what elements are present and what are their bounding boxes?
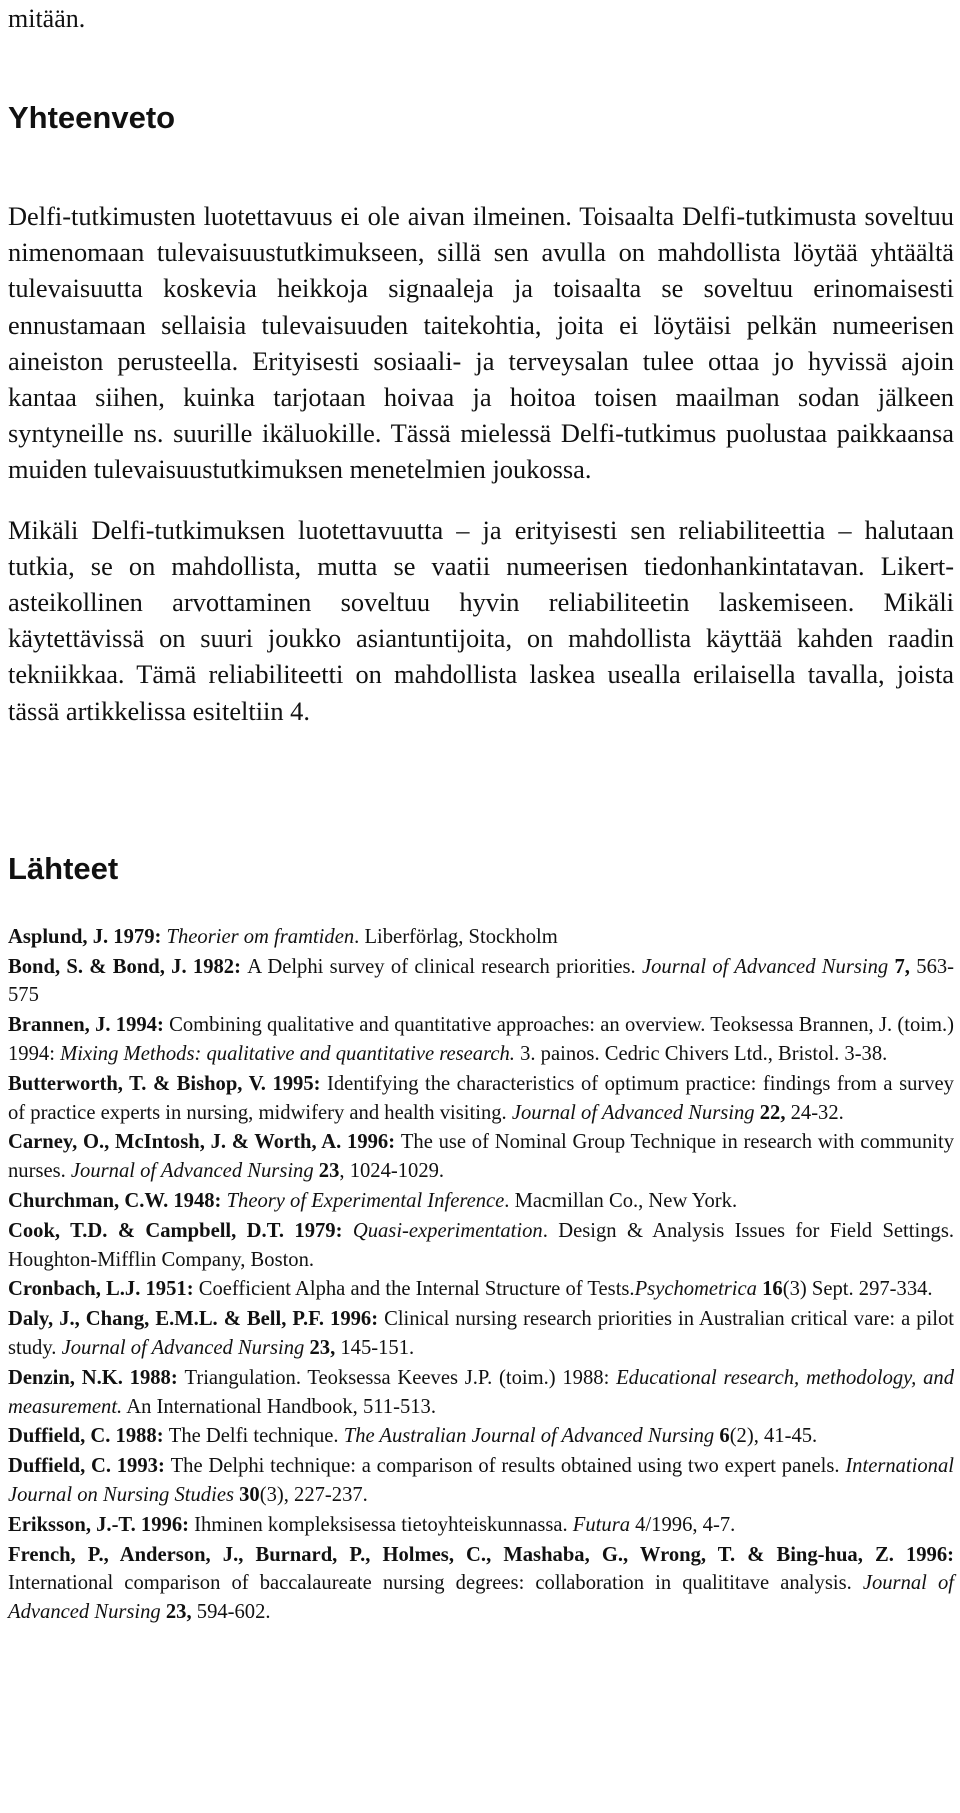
- reference-author-year: 30: [239, 1483, 260, 1506]
- reference-text: International comparison of baccalaureate nursing degrees: collaboration in qualititave analysis.: [8, 1572, 863, 1595]
- reference-title: Journal of Advanced Nursing: [641, 955, 895, 978]
- reference-title: International Journal on Nursing Studies: [8, 1455, 954, 1506]
- reference-author-year: Churchman, C.W. 1948:: [8, 1190, 227, 1213]
- reference-title: Mixing Methods: qualitative and quantitative research.: [60, 1043, 515, 1066]
- reference-entry: [8, 1364, 954, 1422]
- reference-text: Triangulation. Teoksessa Keeves J.P. (toim.) 1988:: [184, 1366, 617, 1389]
- reference-title: Journal of Advanced Nursing: [61, 1337, 310, 1359]
- reference-text: . Liberförlag, Stockholm: [354, 925, 558, 948]
- reference-author-year: 23,: [165, 1601, 197, 1624]
- reference-text: 145-151.: [340, 1337, 415, 1359]
- reference-author-year: Denzin, N.K. 1988:: [8, 1366, 185, 1389]
- reference-entry: [8, 1128, 954, 1186]
- reference-entry: [8, 1217, 954, 1275]
- reference-text: , 1024-1029.: [339, 1160, 445, 1183]
- reference-author-year: 23,: [309, 1337, 341, 1359]
- reference-text: A Delphi survey of clinical research priorities.: [247, 955, 642, 978]
- reference-list: [8, 923, 954, 1627]
- reference-text: The use of Nominal Group Technique in research with community nurses.: [8, 1131, 955, 1183]
- reference-author-year: Duffield, C. 1993:: [8, 1455, 171, 1478]
- reference-author-year: Asplund, J. 1979:: [8, 925, 167, 948]
- reference-text: (3), 227-237.: [259, 1483, 368, 1506]
- reference-title: Journal of Advanced Nursing: [511, 1101, 760, 1124]
- reference-text: 3. painos. Cedric Chivers Ltd., Bristol. 3-38.: [514, 1043, 888, 1066]
- summary-paragraph: Delfi-tutkimusten luotettavuus ei ole aivan ilmeinen. Toisaalta Delfi-tutkimusta soveltuu nimenomaan tulevaisuustutkimukseen, sillä sen avulla on mahdollista löytää yhtäältä tulevaisuutta koskevia heikkoja signaaleja ja toisaalta se soveltuu erinomaisesti ennustamaan sellaisia tulevaisuuden taitekohtia, joita ei löytäisi pelkän numeerisen aineiston perusteella. Erityisesti sosiaali- ja terveysalan tulee ottaa jo hyvissä ajoin kantaa siihen, kuinka tarjotaan hoivaa ja hoitoa toisen maailman sodan jälkeen syntyneille ns. suurille ikäluokille. Tässä mielessä Delfi-tutkimus puolustaa paikkaansa muiden tulevaisuustutkimuksen menetelmien joukossa.: [8, 201, 954, 485]
- reference-author-year: Eriksson, J.-T. 1996:: [8, 1513, 195, 1536]
- reference-text: Identifying the characteristics of optimum practice: findings from a survey of practice experts in nursing, midwifery and health visiting.: [8, 1072, 954, 1124]
- reference-text: 594-602.: [196, 1601, 271, 1624]
- reference-author-year: Duffield, C. 1988:: [8, 1425, 169, 1448]
- sources-heading: Lähteet: [8, 850, 119, 886]
- reference-author-year: Butterworth, T. & Bishop, V. 1995:: [8, 1072, 327, 1095]
- reference-entry: [8, 1511, 954, 1540]
- reference-text: An International Handbook, 511-513.: [122, 1395, 437, 1418]
- reference-entry: [8, 923, 954, 952]
- reference-text: Ihminen kompleksisessa tietoyhteiskunnassa.: [194, 1513, 573, 1536]
- reference-title: Quasi-experimentation: [352, 1219, 543, 1242]
- lead-text: mitään.: [8, 4, 86, 33]
- reference-entry: [8, 1422, 954, 1451]
- reference-text: (3) Sept. 297-334.: [782, 1278, 933, 1301]
- reference-author-year: 22,: [759, 1101, 791, 1124]
- reference-title: Journal of Advanced Nursing: [8, 1572, 954, 1624]
- reference-text: . Macmillan Co., New York.: [504, 1190, 738, 1213]
- reference-author-year: 7,: [894, 955, 917, 978]
- reference-title: Psychometrica: [634, 1278, 763, 1301]
- reference-entry: [8, 1187, 954, 1216]
- document-page: [8, 0, 954, 1628]
- reference-author-year: Carney, O., McIntosh, J. & Worth, A. 1996:: [8, 1131, 401, 1154]
- reference-title: Futura: [572, 1513, 636, 1536]
- reference-author-year: Bond, S. & Bond, J. 1982:: [8, 955, 248, 978]
- reference-text: The Delfi technique.: [168, 1425, 344, 1448]
- reference-author-year: 23: [318, 1160, 340, 1183]
- reference-author-year: Cronbach, L.J. 1951:: [8, 1278, 199, 1301]
- summary-heading: Yhteenveto: [8, 100, 176, 135]
- reference-text: 4/1996, 4-7.: [635, 1513, 736, 1536]
- reference-text: Combining qualitative and quantitative approaches: an overview. Teoksessa Brannen, J. (toim.) 1994:: [8, 1014, 954, 1066]
- reference-author-year: Brannen, J. 1994:: [8, 1014, 170, 1037]
- reference-title: Journal of Advanced Nursing: [70, 1160, 319, 1183]
- reference-text: 24-32.: [790, 1101, 844, 1124]
- reference-entry: [8, 1541, 954, 1627]
- reference-title: Educational research, methodology, and measurement.: [8, 1366, 954, 1418]
- reference-entry: [8, 1070, 954, 1128]
- reference-entry: [8, 1275, 954, 1304]
- reference-entry: [8, 1305, 954, 1363]
- reference-author-year: Daly, J., Chang, E.M.L. & Bell, P.F. 1996:: [8, 1308, 385, 1331]
- reference-entry: [8, 953, 954, 1011]
- reference-text: The Delphi technique: a comparison of results obtained using two expert panels.: [170, 1455, 846, 1478]
- reference-author-year: Cook, T.D. & Campbell, D.T. 1979:: [8, 1219, 353, 1242]
- reference-author-year: 16: [762, 1278, 783, 1301]
- reference-author-year: 6: [719, 1425, 730, 1448]
- reference-title: Theory of Experimental Inference: [226, 1190, 505, 1213]
- reference-title: The Australian Journal of Advanced Nursing: [343, 1425, 720, 1448]
- reference-author-year: French, P., Anderson, J., Burnard, P., Holmes, C., Mashaba, G., Wrong, T. & Bing-hua, Z. 1996:: [8, 1543, 954, 1566]
- summary-paragraph: Mikäli Delfi-tutkimuksen luotettavuutta – ja erityisesti sen reliabiliteettia – halutaan tutkia, se on mahdollista, mutta se vaatii numeerisen tiedonhankintatavan. Likert-asteikollinen arvottaminen soveltuu hyvin reliabiliteetin laskemiseen. Mikäli käytettävissä on suuri joukko asiantuntijoita, on mahdollista käyttää kahden raadin tekniikkaa. Tämä reliabiliteetti on mahdollista laskea usealla erilaisella tavalla, joista tässä artikkelissa esiteltiin 4.: [8, 514, 954, 726]
- reference-entry: [8, 1452, 954, 1510]
- reference-text: 563-575: [8, 955, 955, 1007]
- reference-text: Clinical nursing research priorities in Australian critical vare: a pilot study.: [8, 1308, 954, 1359]
- reference-text: (2), 41-45.: [729, 1425, 818, 1448]
- reference-entry: [8, 1011, 954, 1069]
- reference-text: Coefficient Alpha and the Internal Structure of Tests.: [198, 1278, 635, 1301]
- reference-text: . Design & Analysis Issues for Field Settings. Houghton-Mifflin Company, Boston.: [8, 1219, 954, 1271]
- reference-title: Theorier om framtiden: [166, 925, 355, 948]
